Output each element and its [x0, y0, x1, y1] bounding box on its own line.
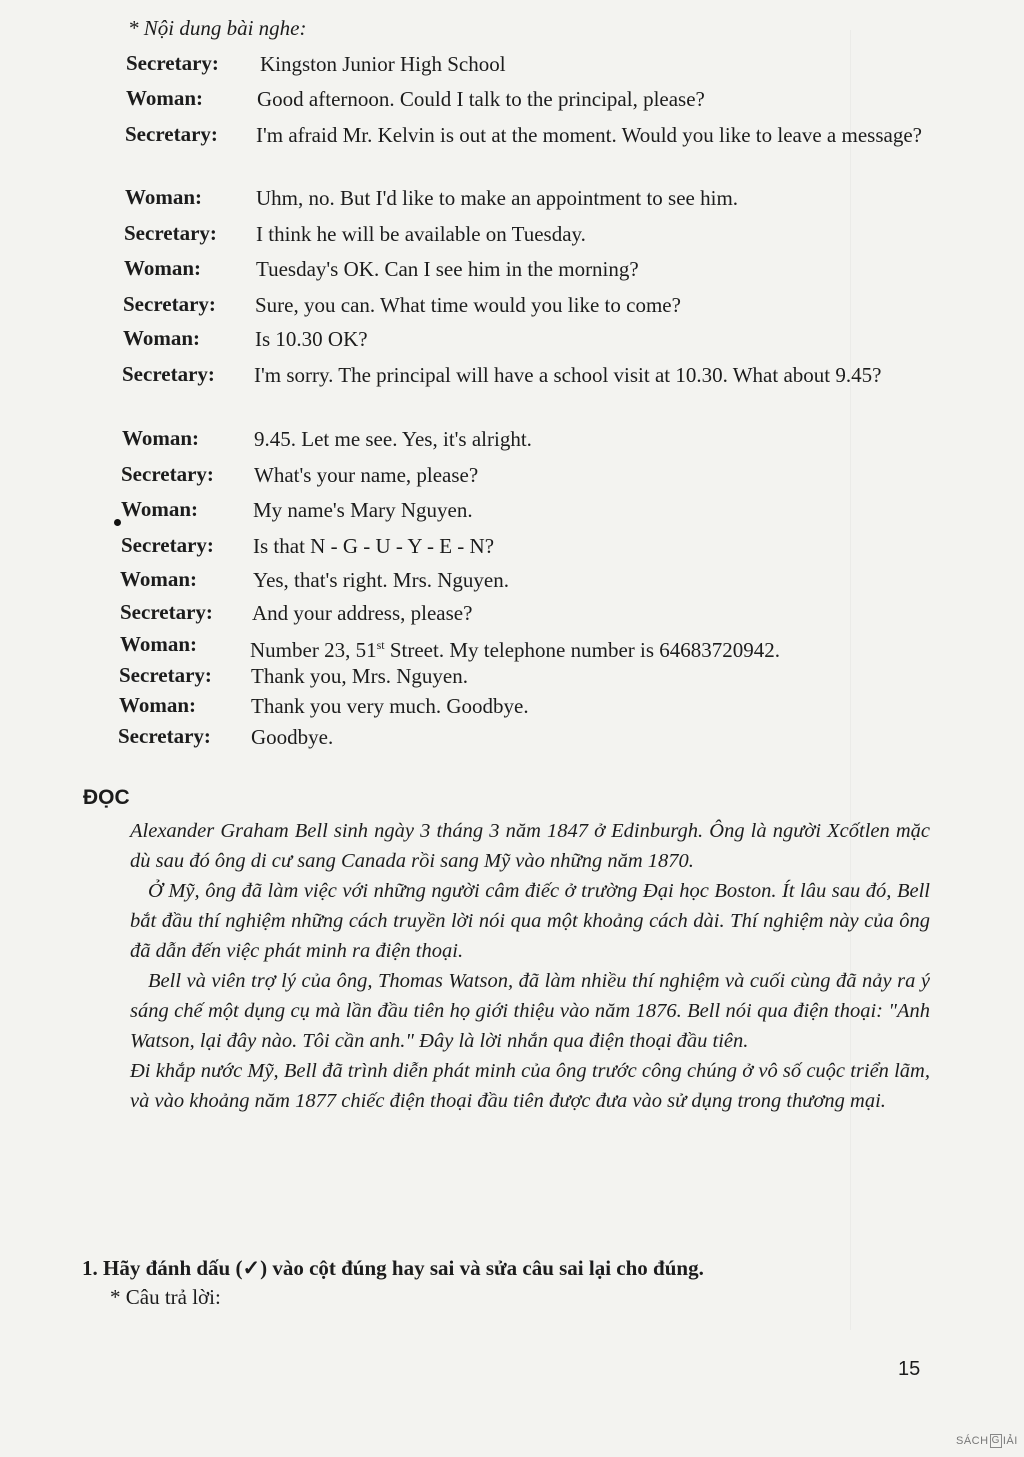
exercise-title: 1. Hãy đánh dấu (✓) vào cột đúng hay sai và sửa câu sai lại cho đúng.	[82, 1256, 704, 1280]
speech-text: Uhm, no. But I'd like to make an appointment to see him.	[256, 186, 739, 210]
watermark-logo: SÁCH G IẢI	[956, 1435, 1018, 1447]
speech-text: Thank you, Mrs. Nguyen.	[251, 664, 468, 688]
speaker-label: Secretary:	[119, 663, 212, 687]
speech-text: My name's Mary Nguyen.	[253, 498, 473, 522]
speech-text: Is 10.30 OK?	[255, 327, 368, 351]
speech-text: Thank you very much. Goodbye.	[251, 694, 529, 718]
reading-paragraph: Ở Mỹ, ông đã làm việc với những người câm điếc ở trường Đại học Boston. Ít lâu sau đó, Bell bắt đầu thí nghiệm những cách truyền lời nói qua một khoảng cách dài. Thí nghiệm này của ông đã dẫn đến việc phát minh ra điện thoại.	[130, 880, 930, 962]
answer-label: * Câu trả lời:	[110, 1285, 221, 1309]
speaker-label: Woman:	[124, 256, 202, 280]
speaker-label: Woman:	[119, 693, 197, 717]
speech-text: Sure, you can. What time would you like to come?	[255, 293, 681, 317]
speech-text: Good afternoon. Could I talk to the principal, please?	[257, 87, 705, 111]
speaker-label: Woman:	[120, 632, 198, 656]
speech-text: Number 23, 51st Street. My telephone number is 64683720942.	[250, 638, 781, 662]
ordinal-suffix: st	[376, 638, 385, 652]
stray-ink-dot	[114, 519, 121, 526]
speaker-label: Secretary:	[121, 533, 214, 557]
speech-text: Kingston Junior High School	[260, 52, 506, 76]
speaker-label: Woman:	[121, 497, 199, 521]
speaker-label: Woman:	[125, 185, 203, 209]
reading-paragraph: Bell và viên trợ lý của ông, Thomas Watson, đã làm nhiều thí nghiệm và cuối cùng đã nảy ra ý sáng chế một dụng cụ mà lần đầu tiên họ giới thiệu vào năm 1876. Bell nói qua điện thoại: "Anh Watson, lại đây nào. Tôi cần anh." Đây là lời nhắn qua điện thoại đầu tiên.	[130, 970, 930, 1052]
speech-text: What's your name, please?	[254, 463, 479, 487]
speech-text: I'm sorry. The principal will have a school visit at 10.30. What about 9.45?	[254, 363, 882, 387]
speaker-label: Secretary:	[125, 122, 218, 146]
speaker-label: Secretary:	[118, 724, 211, 748]
speech-text: I think he will be available on Tuesday.	[256, 222, 586, 246]
speech-text: And your address, please?	[252, 601, 473, 625]
speaker-label: Secretary:	[122, 362, 215, 386]
speaker-label: Secretary:	[124, 221, 217, 245]
speaker-label: Secretary:	[126, 51, 219, 75]
reading-paragraph: Alexander Graham Bell sinh ngày 3 tháng 3 năm 1847 ở Edinburgh. Ông là người Xcốtlen mặc dù sau đó ông di cư sang Canada rồi sang Mỹ vào những năm 1870.	[130, 820, 930, 872]
speaker-label: Secretary:	[120, 600, 213, 624]
speech-text: I'm afraid Mr. Kelvin is out at the moment. Would you like to leave a message?	[256, 123, 922, 147]
speaker-label: Secretary:	[121, 462, 214, 486]
speech-text: Tuesday's OK. Can I see him in the morning?	[256, 257, 639, 281]
reading-passage	[130, 816, 930, 1116]
speech-text: Is that N - G - U - Y - E - N?	[253, 534, 495, 558]
reading-heading: ĐỌC	[83, 786, 130, 809]
speaker-label: Secretary:	[123, 292, 216, 316]
reading-paragraph: Đi khắp nước Mỹ, Bell đã trình diễn phát minh của ông trước công chúng ở vô số cuộc triển lãm, và vào khoảng năm 1877 chiếc điện thoại đầu tiên được đưa vào sử dụng trong thương mại.	[130, 1060, 930, 1112]
listening-heading: * Nội dung bài nghe:	[128, 16, 307, 40]
speech-text: 9.45. Let me see. Yes, it's alright.	[254, 427, 532, 451]
speaker-label: Woman:	[126, 86, 204, 110]
speaker-label: Woman:	[120, 567, 198, 591]
speaker-label: Woman:	[123, 326, 201, 350]
speaker-label: Woman:	[122, 426, 200, 450]
speech-text: Yes, that's right. Mrs. Nguyen.	[253, 568, 509, 592]
page-number: 15	[898, 1358, 921, 1380]
speech-text: Goodbye.	[251, 725, 334, 749]
